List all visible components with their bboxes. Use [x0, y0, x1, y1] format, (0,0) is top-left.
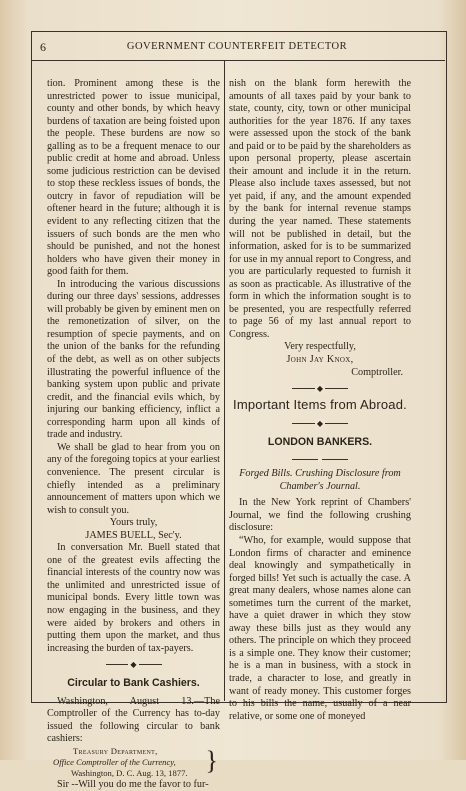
- signature: John Jay Knox,: [286, 354, 354, 366]
- section-heading: Important Items from Abroad.: [233, 397, 407, 413]
- brace-icon: }: [205, 745, 218, 775]
- paragraph: nish on the blank form herewith the amounts of all taxes paid by your bank to state, county, city, town or other municipal authorities for the year 1876. If any taxes were assessed upon the stock of the bank and paid or to be paid by the shareholders as upon personal property, please ascertain their amount and include it in the return. Please also include taxes assessed, but not yet paid, if any, and the amount expended by the bank for internal revenue stamps during the year named. These statements will not be published in detail, but the information, asked for is to be summarized for use in my annual report to Congress, and you are particularly requested to furnish it as soon as practicable. As illustrative of the form in which the information sought is to be presented, you are respectfully referred to page 56 of my last annual report to Congress.: [229, 78, 411, 340]
- article-heading: LONDON BANKERS.: [267, 435, 373, 448]
- paragraph: “Who, for example, would suppose that London firms of character and eminence deal knowingly and sympathetically in forged bills! Yet such is actually the case. A great many dealers, whose names alone can sometimes turn the current of the market, have a quiet drawer in which they stow away these bills just as they would any others. The principle on which they proceed is a simple one. They know their customer; he is a man in business, with a stock in trade, a character to lose, and greatly in want of ready money. This customer forges to his bills the name, usually of a near relative, or some one of moneyed: [229, 534, 411, 722]
- signature: JAMES BUELL, Sec'y.: [85, 529, 182, 541]
- address-block: [47, 746, 220, 779]
- paragraph: Sir --Will you do me the favor to fur-: [57, 778, 209, 790]
- column-divider: [224, 61, 225, 701]
- article-subtitle: Forged Bills. Crushing Disclosure from Chamber's Journal.: [239, 468, 401, 492]
- right-column: [229, 78, 411, 723]
- paragraph: In introducing the various discussions during our three days' sessions, addresses will probably be given by eminent men on the remonetization of silver, on the resumption of specie payments, and on the union of the banks for the refunding of the debt, as well as on other subjects illustrating the powerful influence of the banking system upon public and private credit, and the financial evils which, by injuring our banking efficiency, inflict a corresponding harm upon all kinds of trade and industry.: [47, 278, 220, 441]
- section-heading: Circular to Bank Cashiers.: [67, 677, 200, 690]
- ornament-divider: ◆: [229, 418, 411, 428]
- closing-line: Yours truly,: [109, 517, 158, 529]
- signature-title: Comptroller.: [351, 366, 403, 378]
- address-line: Washington, D. C. Aug. 13, 1877.: [71, 767, 188, 778]
- header-rule: [31, 60, 445, 61]
- paragraph: We shall be glad to hear from you on any of the foregoing topics at your earliest convenience. The present circular is chiefly intended as a preliminary announcement of matters upon which we wish to consult you.: [47, 441, 220, 516]
- paragraph: tion. Prominent among these is the unrestricted power to issue municipal, county and other bonds, by which heavy burdens of taxation are being foisted upon the people. These burdens are now so galling as to be a frequent menace to our public credit at home and abroad. Unless some judicious restriction can be devised to stop these reckless issues of bonds, the outcry in favor of repudiation will be oftener heard in the future; although it is evident to any reflecting citizen that the issuers of such bonds are the men who should be punished, and not the honest holders who have given their money in good faith for them.: [47, 78, 220, 278]
- closing-line: Very respectfully,: [284, 341, 356, 353]
- paragraph: In the New York reprint of Chambers' Journal, we find the following crushing disclosure:: [229, 497, 411, 534]
- page-number: 6: [40, 40, 46, 54]
- running-title: GOVERNMENT COUNTERFEIT DETECTOR: [126, 41, 348, 52]
- address-line: Treasury Department,: [73, 745, 158, 756]
- left-column: [47, 78, 220, 791]
- running-header: [36, 40, 438, 56]
- short-rule: [229, 454, 411, 464]
- ornament-divider: ◆: [47, 659, 220, 669]
- ornament-divider: ◆: [229, 383, 411, 393]
- paragraph: Washington, August 13.—The Comptroller of the Currency has to-day issued the following circular to bank cashiers:: [47, 695, 220, 745]
- address-line: Office Comptroller of the Currency,: [53, 756, 176, 767]
- paragraph: In conversation Mr. Buell stated that one of the greatest evils affecting the financial interests of the country now was the unlimited and unrestricted issue of municipal bonds. Every little town was now engaging in the business, and they were aided by brokers and others in putting them upon the market, and thus increasing the burden of tax-payers.: [47, 542, 220, 654]
